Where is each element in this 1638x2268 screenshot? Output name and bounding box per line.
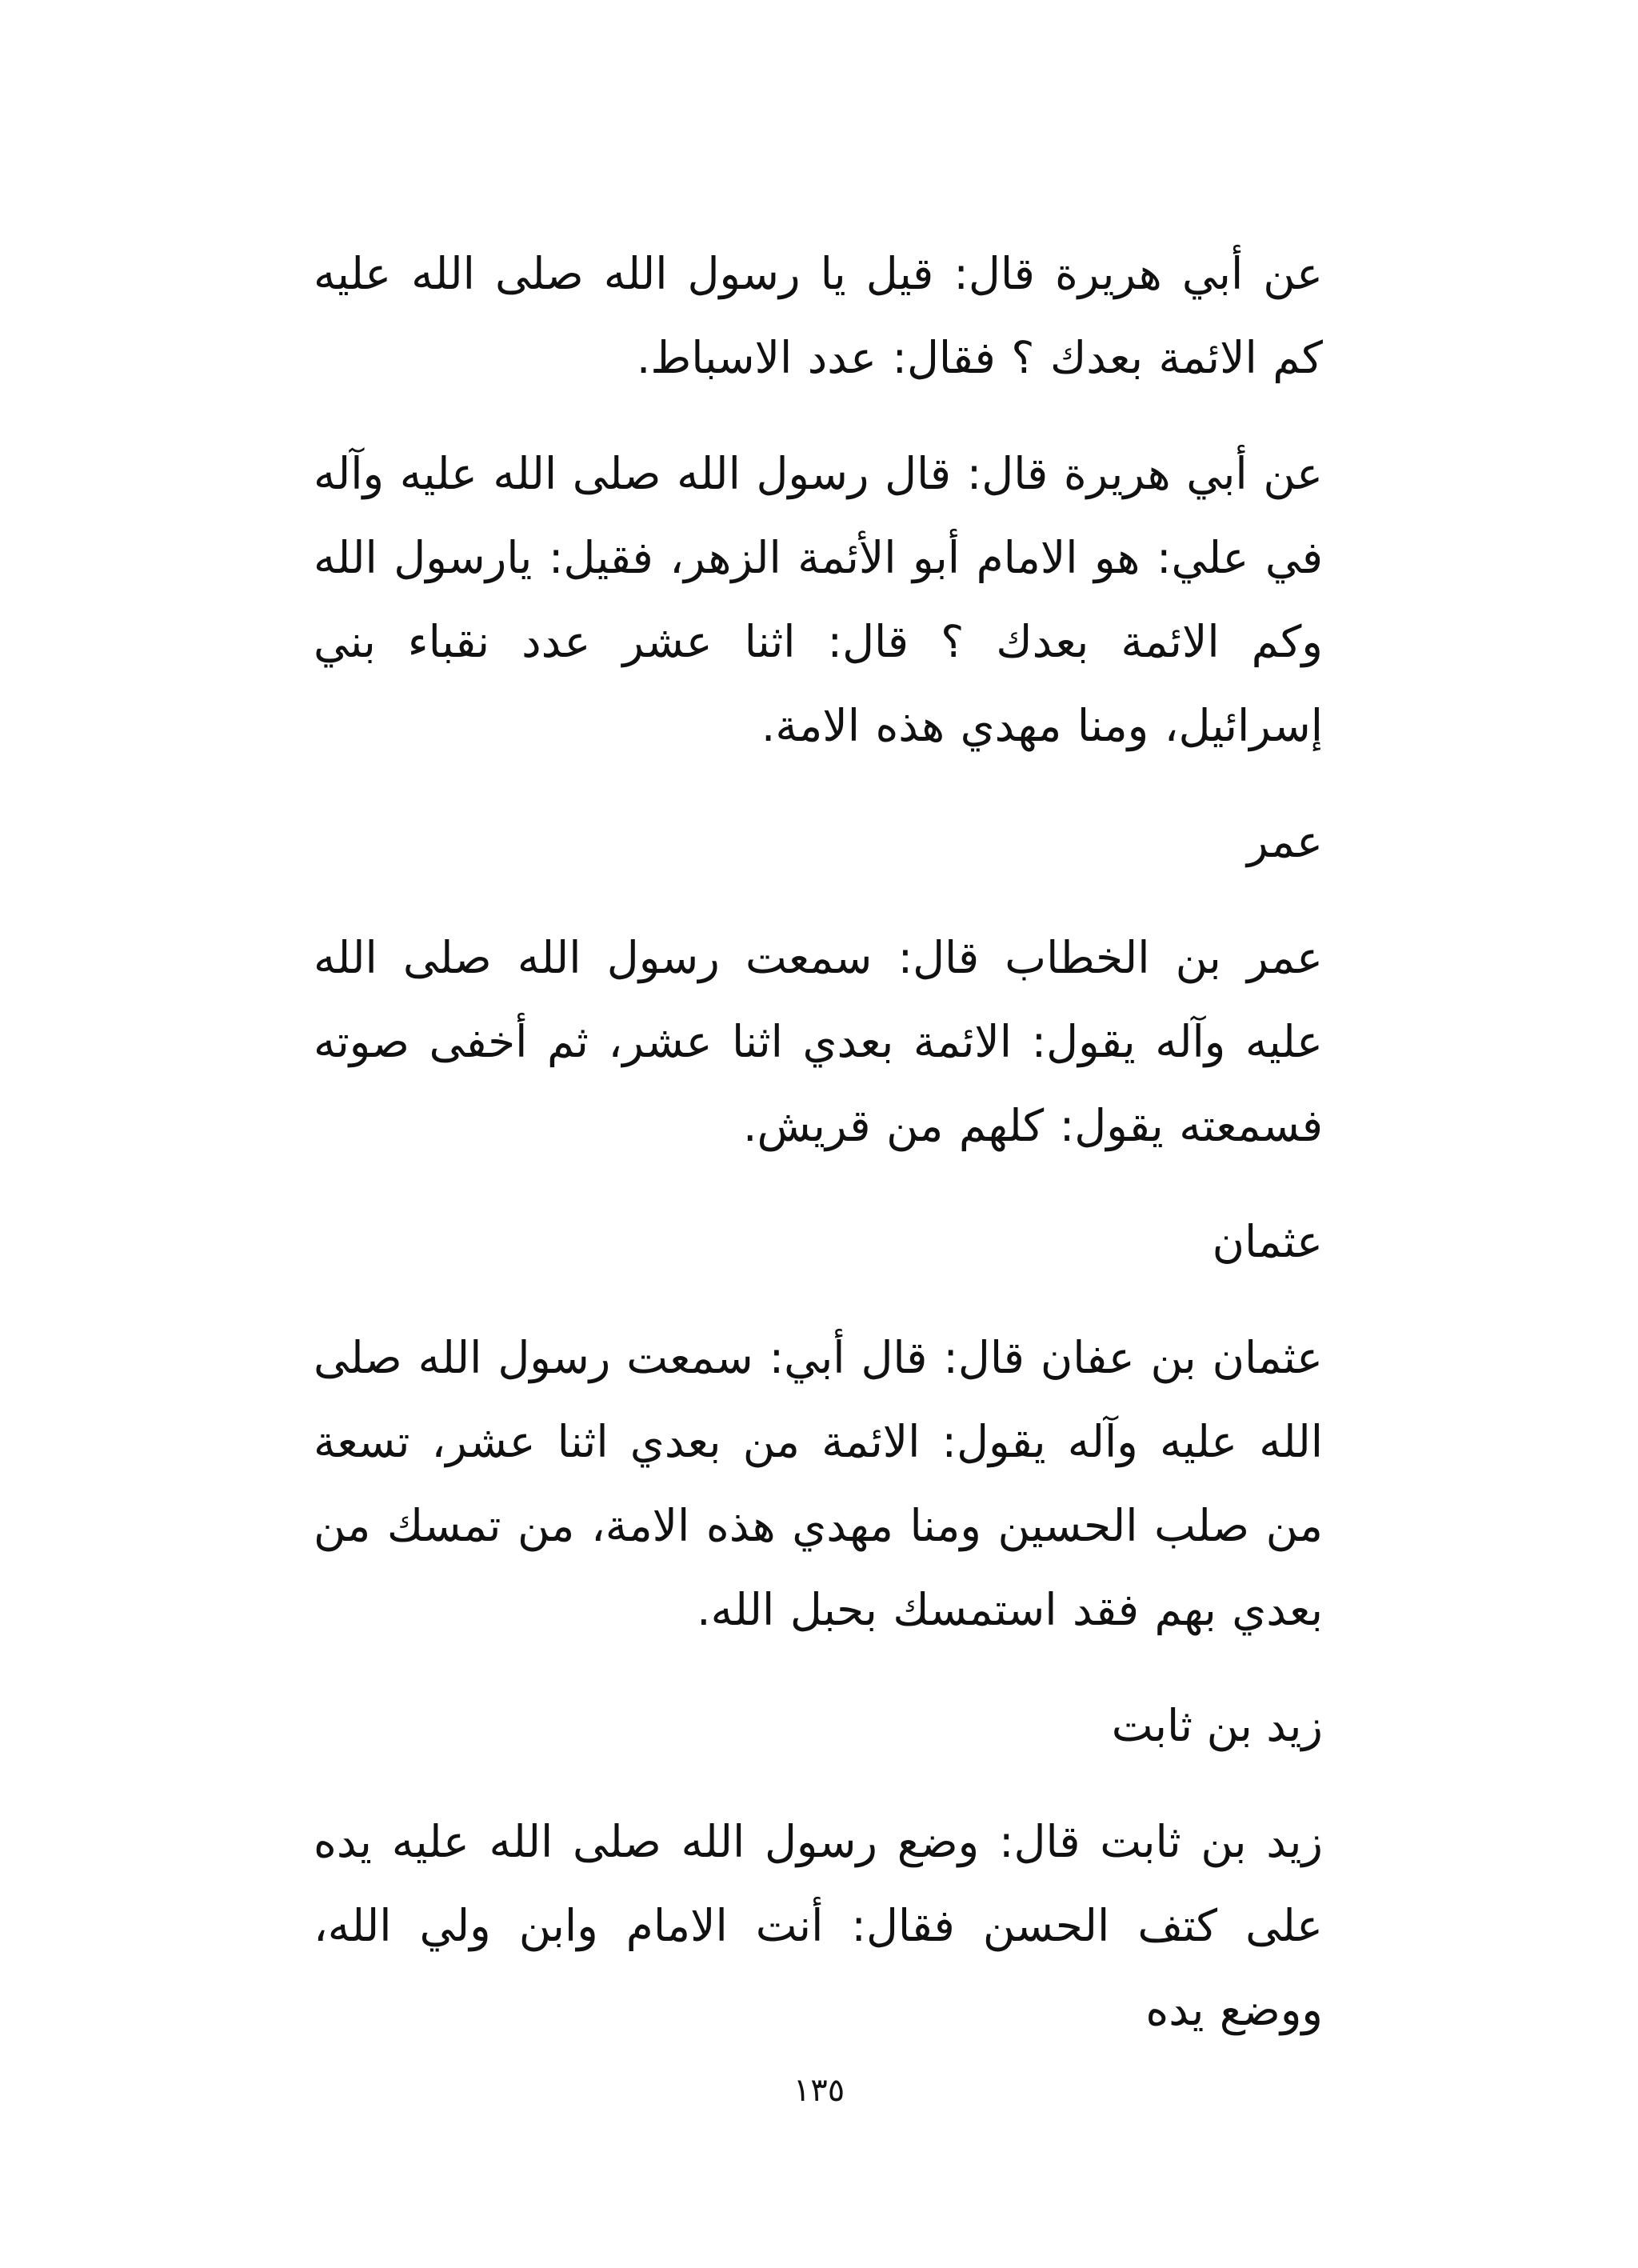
paragraph-abu-hurayra-2: عن أبي هريرة قال: قال رسول الله صلى الله عليه وآله في علي: هو الامام أبو الأئمة الزهر، فقيل: يارسول الله وكم الائمة بعدك ؟ قال: اثنا عشر عدد نقباء بني إسرائيل، ومنا مهدي هذه الامة.: [314, 448, 1323, 751]
section-heading-zayd: زيد بن ثابت: [1111, 1700, 1323, 1751]
paragraph-abu-hurayra-1: عن أبي هريرة قال: قيل يا رسول الله صلى الله عليه كم الائمة بعدك ؟ فقال: عدد الاسباط.: [314, 248, 1323, 383]
paragraph-umar: عمر بن الخطاب قال: سمعت رسول الله صلى الله عليه وآله يقول: الائمة بعدي اثنا عشر، ثم أخفى صوته فسمعته يقول: كلهم من قريش.: [314, 932, 1323, 1151]
section-heading-umar: عمر: [1247, 816, 1323, 867]
paragraph-uthman: عثمان بن عفان قال: قال أبي: سمعت رسول الله صلى الله عليه وآله يقول: الائمة من بعدي اثنا عشر، تسعة من صلب الحسين ومنا مهدي هذه الامة، من تمسك من بعدي بهم فقد استمسك بحبل الله.: [314, 1332, 1323, 1635]
paragraph-zayd: زيد بن ثابت قال: وضع رسول الله صلى الله عليه يده على كتف الحسن فقال: أنت الامام وابن ولي الله، ووضع يده: [314, 1816, 1323, 2035]
page-body: [314, 232, 1323, 2084]
section-heading-uthman: عثمان: [1212, 1216, 1323, 1267]
page-number: ١٣٥: [793, 2072, 845, 2109]
